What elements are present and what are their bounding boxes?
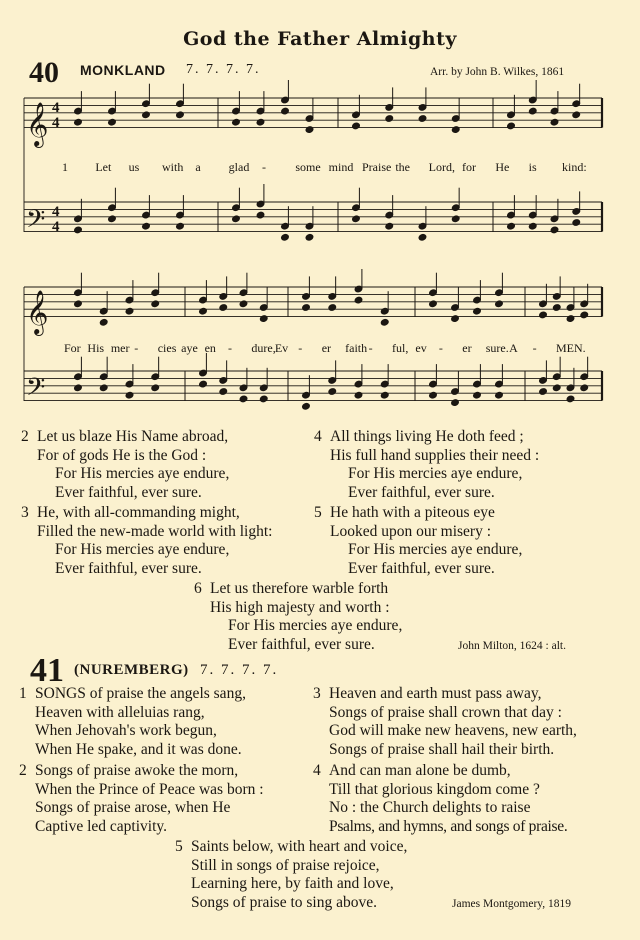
lyric-syllable: is	[528, 160, 537, 174]
verse-number: 2	[21, 428, 29, 445]
verse-line: For His mercies aye endure,	[348, 465, 523, 483]
lyric-syllable: dure,	[251, 341, 276, 355]
note-head	[74, 226, 83, 234]
verse-line: And can man alone be dumb,	[329, 762, 511, 779]
hymn-40-tune-name: MONKLAND	[80, 62, 166, 78]
note-head	[239, 395, 248, 403]
verse-line: Ever faithful, ever sure.	[348, 483, 495, 501]
verse-line: He hath with a piteous eye	[330, 504, 495, 521]
verse-line: His full hand supplies their need :	[330, 446, 540, 464]
note-head	[566, 395, 575, 403]
verse-line: When the Prince of Peace was born :	[35, 780, 264, 798]
note-head	[74, 384, 83, 392]
verse-line: For His mercies aye endure,	[348, 541, 523, 559]
note-head	[352, 122, 361, 130]
note-head	[199, 380, 208, 388]
note-head	[380, 318, 389, 326]
note-head	[528, 222, 537, 230]
note-head	[125, 391, 134, 399]
verse-line: Ever faithful, ever sure.	[228, 635, 375, 653]
verse-line: Captive led captivity.	[35, 817, 167, 835]
verse-line: Ever faithful, ever sure.	[55, 483, 202, 501]
verse-number: 3	[21, 504, 29, 521]
lyric-syllable: -	[228, 341, 232, 355]
note-head	[550, 226, 559, 234]
hymn-40-meter: 7. 7. 7. 7.	[186, 62, 261, 77]
note-head	[550, 118, 559, 126]
note-head	[451, 126, 460, 134]
lyric-syllable: MEN.	[556, 341, 586, 355]
note-head	[572, 219, 581, 227]
lyric-syllable: He	[495, 160, 510, 174]
time-signature-top: 4	[52, 100, 60, 116]
note-head	[572, 111, 581, 119]
lyric-syllable: mer	[110, 341, 130, 355]
lyric-syllable: -	[368, 341, 373, 355]
verse-line: For of gods He is the God :	[37, 446, 207, 464]
note-head	[429, 391, 438, 399]
hymn-40-arranger: Arr. by John B. Wilkes, 1861	[430, 66, 565, 78]
verse-line: All things living He doth feed ;	[330, 428, 524, 445]
verse-line: Looked upon our misery :	[330, 522, 492, 540]
lyric-syllable: Let	[95, 160, 112, 174]
note-head	[259, 315, 268, 323]
note-head	[552, 304, 561, 312]
verse-line: Filled the new-made world with light:	[37, 522, 273, 540]
note-head	[305, 233, 314, 241]
verse-line: For His mercies aye endure,	[55, 465, 230, 483]
verse-line: Till that glorious kingdom come ?	[329, 780, 540, 798]
note-head	[451, 315, 460, 323]
note-head	[451, 399, 460, 407]
note-head	[418, 233, 427, 241]
note-head	[125, 307, 134, 315]
verse-line: Heaven and earth must pass away,	[329, 685, 542, 702]
verse-line: Songs of praise shall crown that day :	[329, 703, 562, 721]
note-head	[580, 384, 589, 392]
verse-line: Ever faithful, ever sure.	[348, 559, 495, 577]
note-head	[142, 111, 151, 119]
verse-line: His high majesty and worth :	[210, 598, 390, 616]
verse-number: 5	[175, 838, 183, 855]
verse-number: 4	[314, 428, 322, 445]
verse-number: 5	[314, 504, 322, 521]
verse-number: 2	[19, 762, 27, 779]
lyric-syllable: the	[395, 160, 410, 174]
time-signature-top: 4	[52, 204, 60, 220]
note-head	[473, 391, 482, 399]
note-head	[539, 311, 548, 319]
hymn-41-number: 41	[30, 652, 64, 689]
note-head	[74, 300, 83, 308]
clef-symbol: 𝄢	[26, 205, 46, 240]
lyric-syllable: -	[438, 341, 443, 355]
verse-number: 6	[194, 580, 202, 597]
note-head	[528, 107, 537, 115]
lyric-syllable: faith	[345, 341, 368, 355]
hymn-40-number: 40	[29, 56, 59, 89]
note-head	[74, 118, 83, 126]
note-head	[219, 304, 228, 312]
lyric-syllable: For	[64, 341, 81, 355]
note-head	[429, 300, 438, 308]
verse-line: When Jehovah's work begun,	[35, 722, 217, 740]
verse-line: God will make new heavens, new earth,	[329, 722, 577, 740]
note-head	[539, 388, 548, 396]
note-head	[473, 307, 482, 315]
time-signature-bottom: 4	[52, 219, 60, 235]
note-head	[151, 300, 160, 308]
hymn-41-verse-2	[19, 762, 264, 836]
verse-number: 3	[313, 685, 321, 702]
note-head	[281, 233, 290, 241]
lyric-syllable: some	[295, 160, 321, 174]
verse-number: 1	[19, 685, 27, 702]
note-head	[566, 315, 575, 323]
lyric-syllable: A	[509, 341, 518, 355]
note-head	[256, 211, 265, 219]
note-head	[302, 402, 311, 410]
note-head	[281, 107, 290, 115]
lyric-syllable: -	[262, 160, 266, 174]
note-head	[418, 115, 427, 123]
lyric-syllable: 1	[62, 160, 68, 174]
lyric-syllable: cies	[157, 341, 177, 355]
note-head	[354, 391, 363, 399]
lyric-syllable: with	[162, 160, 184, 174]
note-head	[108, 215, 117, 223]
note-head	[354, 296, 363, 304]
verse-line: Saints below, with heart and voice,	[191, 838, 408, 855]
hymn-41-verse-5	[175, 838, 408, 912]
lyric-syllable: -	[298, 341, 303, 355]
verse-number: 4	[313, 762, 321, 779]
note-head	[352, 215, 361, 223]
hymn-41-verse-4	[313, 762, 568, 836]
note-head	[305, 126, 314, 134]
note-head	[99, 384, 108, 392]
note-head	[232, 118, 241, 126]
lyric-syllable: -	[532, 341, 537, 355]
verse-line: When He spake, and it was done.	[35, 740, 242, 758]
lyric-syllable: His	[87, 341, 105, 355]
lyric-syllable: ev	[415, 341, 427, 355]
note-head	[507, 222, 516, 230]
hymn-40-verse-3	[21, 504, 273, 578]
note-head	[151, 384, 160, 392]
lyric-syllable: mind	[328, 160, 354, 174]
clef-symbol: 𝄞	[26, 102, 49, 146]
verse-line: For His mercies aye endure,	[55, 541, 230, 559]
lyric-syllable: Lord,	[428, 160, 455, 174]
verse-line: Learning here, by faith and love,	[191, 875, 394, 893]
lyric-syllable: kind:	[562, 160, 587, 174]
hymn-41-verse-3	[313, 685, 577, 759]
verse-line: Songs of praise to sing above.	[191, 893, 377, 911]
verse-line: Ever faithful, ever sure.	[55, 559, 202, 577]
note-head	[142, 222, 151, 230]
lyric-syllable: a	[195, 160, 201, 174]
note-head	[176, 111, 185, 119]
clef-symbol: 𝄞	[26, 290, 49, 334]
note-head	[232, 215, 241, 223]
note-head	[176, 222, 185, 230]
note-head	[259, 395, 268, 403]
note-head	[328, 304, 337, 312]
note-head	[219, 388, 228, 396]
note-head	[385, 115, 394, 123]
note-head	[495, 391, 504, 399]
verse-line: Songs of praise shall hail their birth.	[329, 740, 555, 758]
lyric-syllable: Ev	[274, 341, 289, 355]
lyric-syllable: us	[128, 160, 140, 174]
verse-line: He, with all-commanding might,	[37, 504, 240, 521]
verse-line: Songs of praise arose, when He	[35, 799, 231, 817]
page-title: God the Father Almighty	[183, 28, 457, 50]
note-head	[256, 118, 265, 126]
hymn-41-verse-1	[19, 685, 246, 759]
verse-line: SONGS of praise the angels sang,	[35, 685, 246, 702]
verse-line: No : the Church delights to raise	[329, 799, 531, 817]
lyric-syllable: sure.	[485, 341, 509, 355]
note-head	[507, 122, 516, 130]
note-head	[99, 318, 108, 326]
lyric-syllable: er	[462, 341, 472, 355]
verse-line: Let us therefore warble forth	[210, 580, 389, 597]
lyric-syllable: ful,	[392, 341, 409, 355]
hymn-40-author: John Milton, 1624 : alt.	[458, 640, 566, 652]
lyric-syllable: for	[462, 160, 476, 174]
hymn-40-verse-4	[314, 428, 540, 502]
hymn-41-author: James Montgomery, 1819	[452, 898, 572, 910]
note-head	[328, 388, 337, 396]
note-head	[451, 215, 460, 223]
lyric-syllable: -	[134, 341, 139, 355]
verse-line: Let us blaze His Name abroad,	[37, 428, 229, 445]
hymn-40-verse-5	[314, 504, 523, 578]
note-head	[552, 384, 561, 392]
verse-line: Psalms, and hymns, and songs of praise.	[329, 817, 568, 835]
hymn-41-meter: 7. 7. 7. 7.	[200, 662, 279, 678]
note-head	[580, 311, 589, 319]
note-head	[199, 307, 208, 315]
lyric-syllable: er	[321, 341, 332, 355]
hymn-41-tune-name: (NUREMBERG)	[74, 662, 189, 678]
note-head	[108, 118, 117, 126]
note-head	[385, 222, 394, 230]
verse-line: Songs of praise awoke the morn,	[35, 762, 239, 779]
note-head	[302, 304, 311, 312]
lyric-syllable: glad	[228, 160, 250, 174]
verse-line: Heaven with alleluias rang,	[35, 703, 205, 721]
verse-line: Still in songs of praise rejoice,	[191, 856, 380, 874]
note-head	[239, 300, 248, 308]
note-head	[380, 391, 389, 399]
lyric-syllable: Praise	[362, 160, 392, 174]
verse-line: For His mercies aye endure,	[228, 617, 403, 635]
hymn-40-verse-6	[194, 580, 403, 654]
time-signature-bottom: 4	[52, 115, 60, 131]
lyric-syllable: en	[204, 341, 216, 355]
lyric-syllable: aye	[181, 341, 198, 355]
note-head	[495, 300, 504, 308]
clef-symbol: 𝄢	[26, 373, 46, 408]
hymn-40-verse-2	[21, 428, 230, 502]
